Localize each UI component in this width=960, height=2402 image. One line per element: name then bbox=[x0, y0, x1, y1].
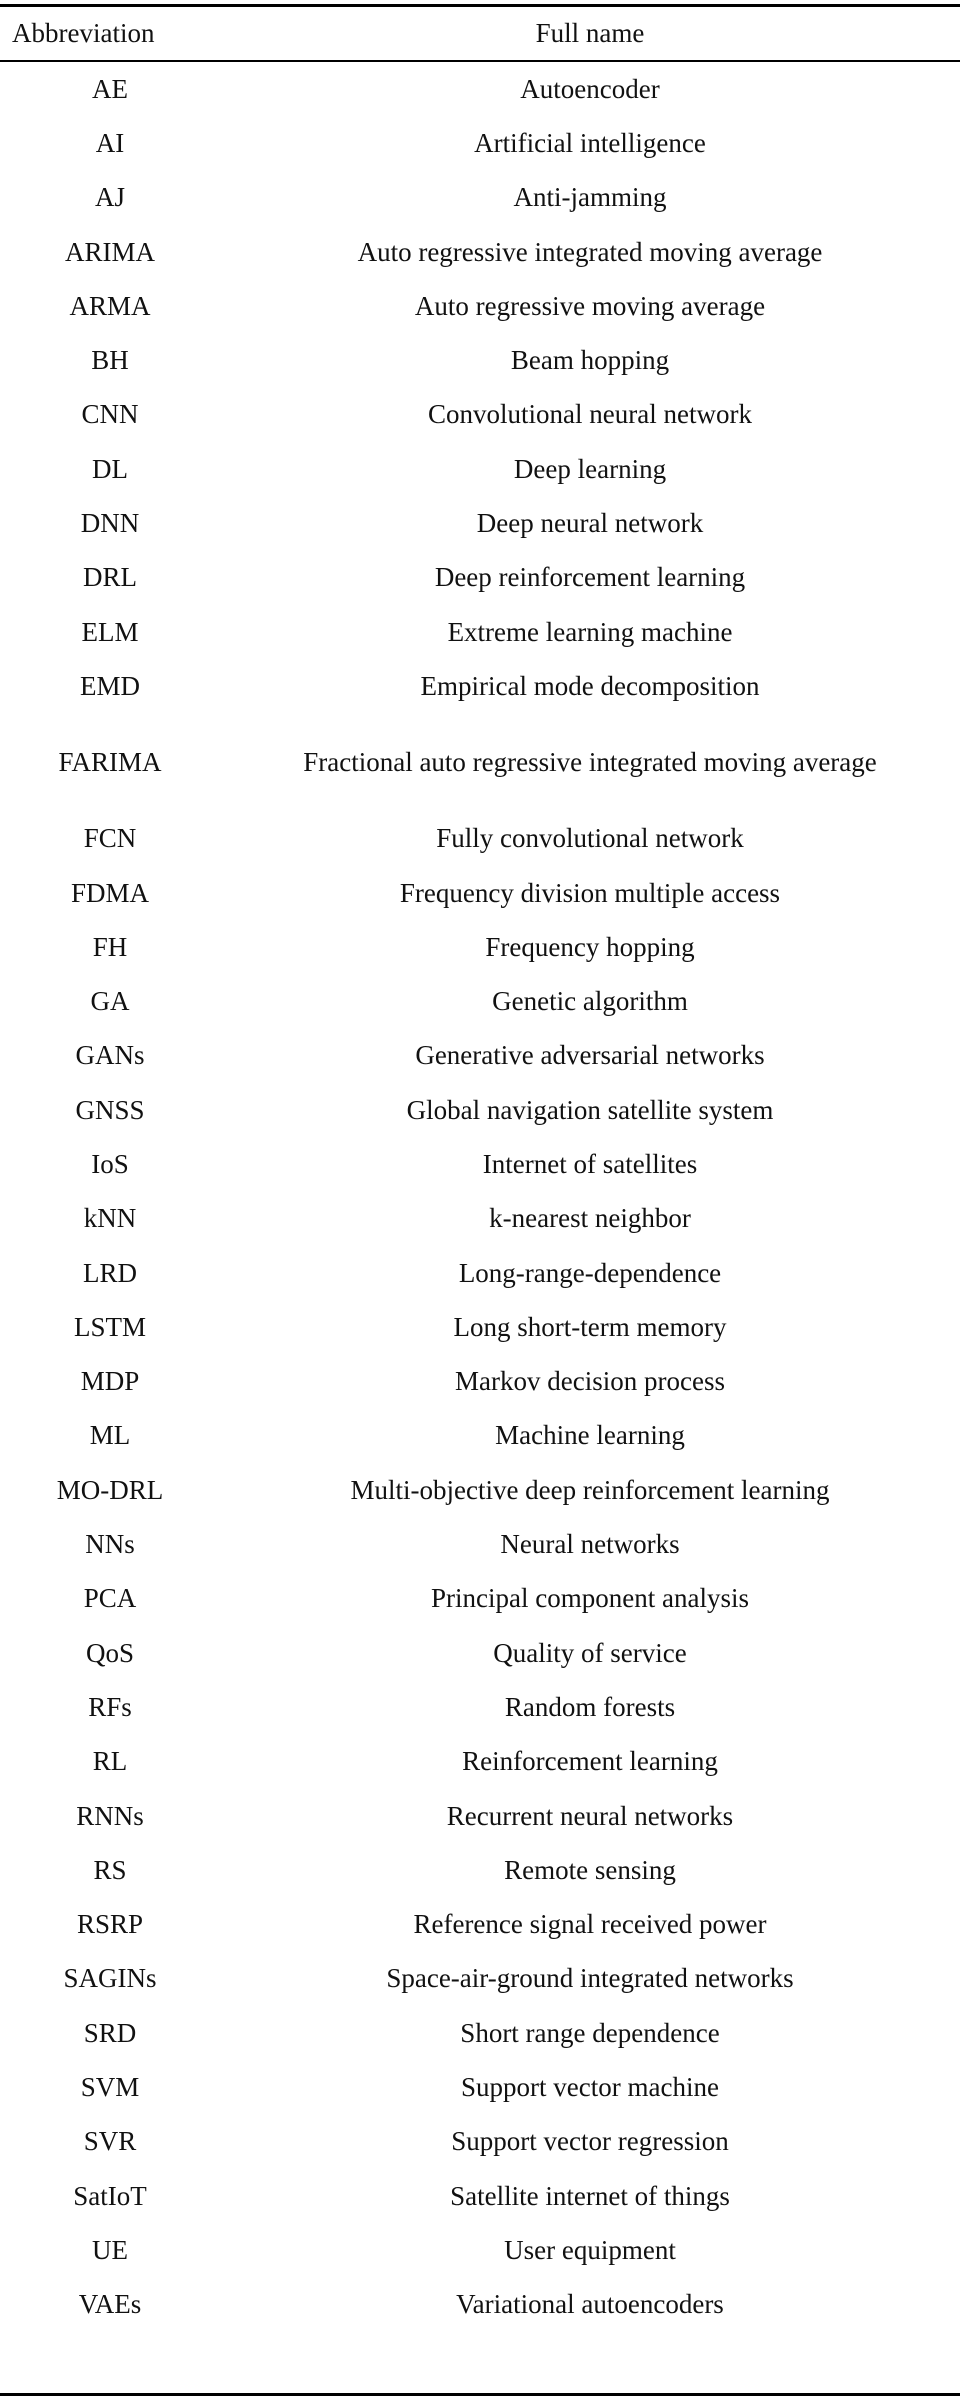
abbreviation-cell: NNs bbox=[85, 1529, 135, 1560]
table-row bbox=[0, 1735, 960, 1789]
full-name-cell: Reference signal received power bbox=[413, 1909, 767, 1940]
table-row bbox=[0, 714, 960, 812]
full-name-cell: User equipment bbox=[504, 2234, 676, 2265]
full-name-cell: Generative adversarial networks bbox=[415, 1040, 765, 1071]
full-name-cell: Satellite internet of things bbox=[450, 2180, 730, 2211]
abbreviation-cell: QoS bbox=[85, 1637, 134, 1668]
full-name-cell: Long-range-dependence bbox=[458, 1257, 722, 1288]
table-row bbox=[0, 1192, 960, 1246]
table-row bbox=[0, 2169, 960, 2223]
full-name-cell: Auto regressive moving average bbox=[414, 290, 766, 321]
table-row bbox=[0, 812, 960, 866]
full-name-cell: Neural networks bbox=[500, 1529, 680, 1560]
abbreviation-cell: AE bbox=[92, 73, 128, 104]
full-name-cell: Principal component analysis bbox=[431, 1583, 749, 1614]
abbreviation-cell: PCA bbox=[83, 1583, 137, 1614]
table-row bbox=[0, 279, 960, 333]
table-row bbox=[0, 974, 960, 1028]
full-name-cell: Variational autoencoders bbox=[456, 2289, 724, 2320]
table-bottom-rule bbox=[0, 2393, 960, 2396]
abbreviation-cell: GANs bbox=[75, 1040, 145, 1071]
abbreviation-cell: RSRP bbox=[76, 1909, 144, 1940]
table-row bbox=[0, 2006, 960, 2060]
abbreviation-cell: SVM bbox=[80, 2072, 140, 2103]
table-row bbox=[0, 2278, 960, 2332]
abbreviation-cell: IoS bbox=[91, 1148, 129, 1179]
table-row bbox=[0, 2060, 960, 2114]
abbreviation-cell: RFs bbox=[88, 1691, 132, 1722]
abbreviation-cell: ARMA bbox=[69, 290, 151, 321]
full-name-cell: Deep neural network bbox=[476, 508, 704, 539]
full-name-cell: Fractional auto regressive integrated moving average bbox=[303, 746, 877, 777]
abbreviation-cell: SAGINs bbox=[63, 1963, 157, 1994]
table-row bbox=[0, 659, 960, 713]
full-name-cell: Support vector regression bbox=[451, 2126, 729, 2157]
table-row bbox=[0, 116, 960, 170]
table-row bbox=[0, 866, 960, 920]
abbreviation-cell: AI bbox=[95, 127, 125, 158]
full-name-cell: Quality of service bbox=[493, 1637, 687, 1668]
abbreviation-cell: SatIoT bbox=[73, 2180, 147, 2211]
table-row bbox=[0, 225, 960, 279]
table-row bbox=[0, 1409, 960, 1463]
abbreviation-cell: kNN bbox=[83, 1203, 137, 1234]
abbreviation-cell: LRD bbox=[83, 1257, 137, 1288]
abbreviation-cell: CNN bbox=[81, 399, 139, 430]
table-row bbox=[0, 1083, 960, 1137]
abbreviation-cell: ARIMA bbox=[64, 236, 155, 267]
abbreviation-cell: DL bbox=[92, 453, 128, 484]
table-row bbox=[0, 1300, 960, 1354]
table-row bbox=[0, 920, 960, 974]
table-row bbox=[0, 1898, 960, 1952]
table-row bbox=[0, 605, 960, 659]
table-row bbox=[0, 2115, 960, 2169]
header-full-name: Full name bbox=[535, 18, 645, 48]
table-row bbox=[0, 1355, 960, 1409]
full-name-cell: Multi-objective deep reinforcement learning bbox=[350, 1474, 830, 1505]
abbreviation-cell: DRL bbox=[83, 562, 137, 593]
abbreviation-cell: ML bbox=[89, 1420, 131, 1451]
table-row bbox=[0, 1952, 960, 2006]
table-row bbox=[0, 1680, 960, 1734]
abbreviation-cell: GNSS bbox=[75, 1094, 145, 1125]
full-name-cell: Empirical mode decomposition bbox=[420, 670, 760, 701]
table-row bbox=[0, 1517, 960, 1571]
abbreviation-cell: AJ bbox=[94, 182, 125, 213]
full-name-cell: Reinforcement learning bbox=[462, 1746, 718, 1777]
full-name-cell: Artificial intelligence bbox=[474, 127, 706, 158]
full-name-cell: Auto regressive integrated moving average bbox=[357, 236, 823, 267]
abbreviation-cell: RL bbox=[92, 1746, 128, 1777]
full-name-cell: Deep reinforcement learning bbox=[434, 562, 746, 593]
abbreviation-cell: EMD bbox=[80, 670, 140, 701]
abbreviation-cell: RS bbox=[93, 1854, 127, 1885]
abbreviation-cell: FARIMA bbox=[58, 746, 162, 777]
table-row bbox=[0, 1626, 960, 1680]
abbreviation-cell: UE bbox=[92, 2234, 128, 2265]
full-name-cell: Deep learning bbox=[513, 453, 667, 484]
full-name-cell: Short range dependence bbox=[460, 2017, 720, 2048]
abbreviation-cell: MDP bbox=[80, 1366, 140, 1397]
abbreviation-cell: DNN bbox=[80, 508, 140, 539]
abbreviation-cell: ELM bbox=[81, 616, 139, 647]
table-row bbox=[0, 1843, 960, 1897]
table-row bbox=[0, 551, 960, 605]
abbreviation-cell: SRD bbox=[83, 2017, 137, 2048]
full-name-cell: Machine learning bbox=[495, 1420, 685, 1451]
full-name-cell: Frequency hopping bbox=[485, 931, 695, 962]
table-row bbox=[0, 496, 960, 550]
table-row bbox=[0, 442, 960, 496]
full-name-cell: Markov decision process bbox=[455, 1366, 725, 1397]
abbreviation-cell: MO-DRL bbox=[56, 1474, 164, 1505]
table-row bbox=[0, 171, 960, 225]
abbreviation-cell: RNNs bbox=[76, 1800, 144, 1831]
full-name-cell: Genetic algorithm bbox=[492, 986, 688, 1017]
table-row bbox=[0, 333, 960, 387]
table-header-row bbox=[0, 7, 960, 60]
full-name-cell: Long short-term memory bbox=[453, 1311, 727, 1342]
full-name-cell: k-nearest neighbor bbox=[489, 1203, 691, 1234]
table-row bbox=[0, 2223, 960, 2277]
table-row bbox=[0, 1137, 960, 1191]
table-row bbox=[0, 1029, 960, 1083]
abbreviation-cell: LSTM bbox=[73, 1311, 146, 1342]
full-name-cell: Recurrent neural networks bbox=[446, 1800, 734, 1831]
table-row bbox=[0, 1246, 960, 1300]
table-body bbox=[0, 62, 960, 2332]
abbreviation-cell: FH bbox=[92, 931, 128, 962]
table-row bbox=[0, 1572, 960, 1626]
table-row bbox=[0, 388, 960, 442]
table-row bbox=[0, 62, 960, 116]
full-name-cell: Global navigation satellite system bbox=[406, 1094, 774, 1125]
full-name-cell: Support vector machine bbox=[461, 2072, 719, 2103]
full-name-cell: Fully convolutional network bbox=[436, 823, 744, 854]
header-abbreviation: Abbreviation bbox=[12, 18, 155, 48]
full-name-cell: Random forests bbox=[504, 1691, 676, 1722]
full-name-cell: Remote sensing bbox=[504, 1854, 676, 1885]
full-name-cell: Internet of satellites bbox=[482, 1148, 698, 1179]
abbreviation-cell: VAEs bbox=[78, 2289, 142, 2320]
full-name-cell: Space-air-ground integrated networks bbox=[386, 1963, 794, 1994]
full-name-cell: Anti-jamming bbox=[513, 182, 667, 213]
full-name-cell: Convolutional neural network bbox=[428, 399, 752, 430]
abbreviation-cell: BH bbox=[91, 345, 129, 376]
table-row bbox=[0, 1789, 960, 1843]
full-name-cell: Beam hopping bbox=[510, 345, 670, 376]
full-name-cell: Autoencoder bbox=[520, 73, 660, 104]
abbreviation-cell: FDMA bbox=[70, 877, 150, 908]
full-name-cell: Frequency division multiple access bbox=[399, 877, 781, 908]
full-name-cell: Extreme learning machine bbox=[447, 616, 733, 647]
abbreviation-cell: SVR bbox=[83, 2126, 137, 2157]
abbreviation-cell: GA bbox=[90, 986, 130, 1017]
table-row bbox=[0, 1463, 960, 1517]
abbreviation-cell: FCN bbox=[83, 823, 137, 854]
